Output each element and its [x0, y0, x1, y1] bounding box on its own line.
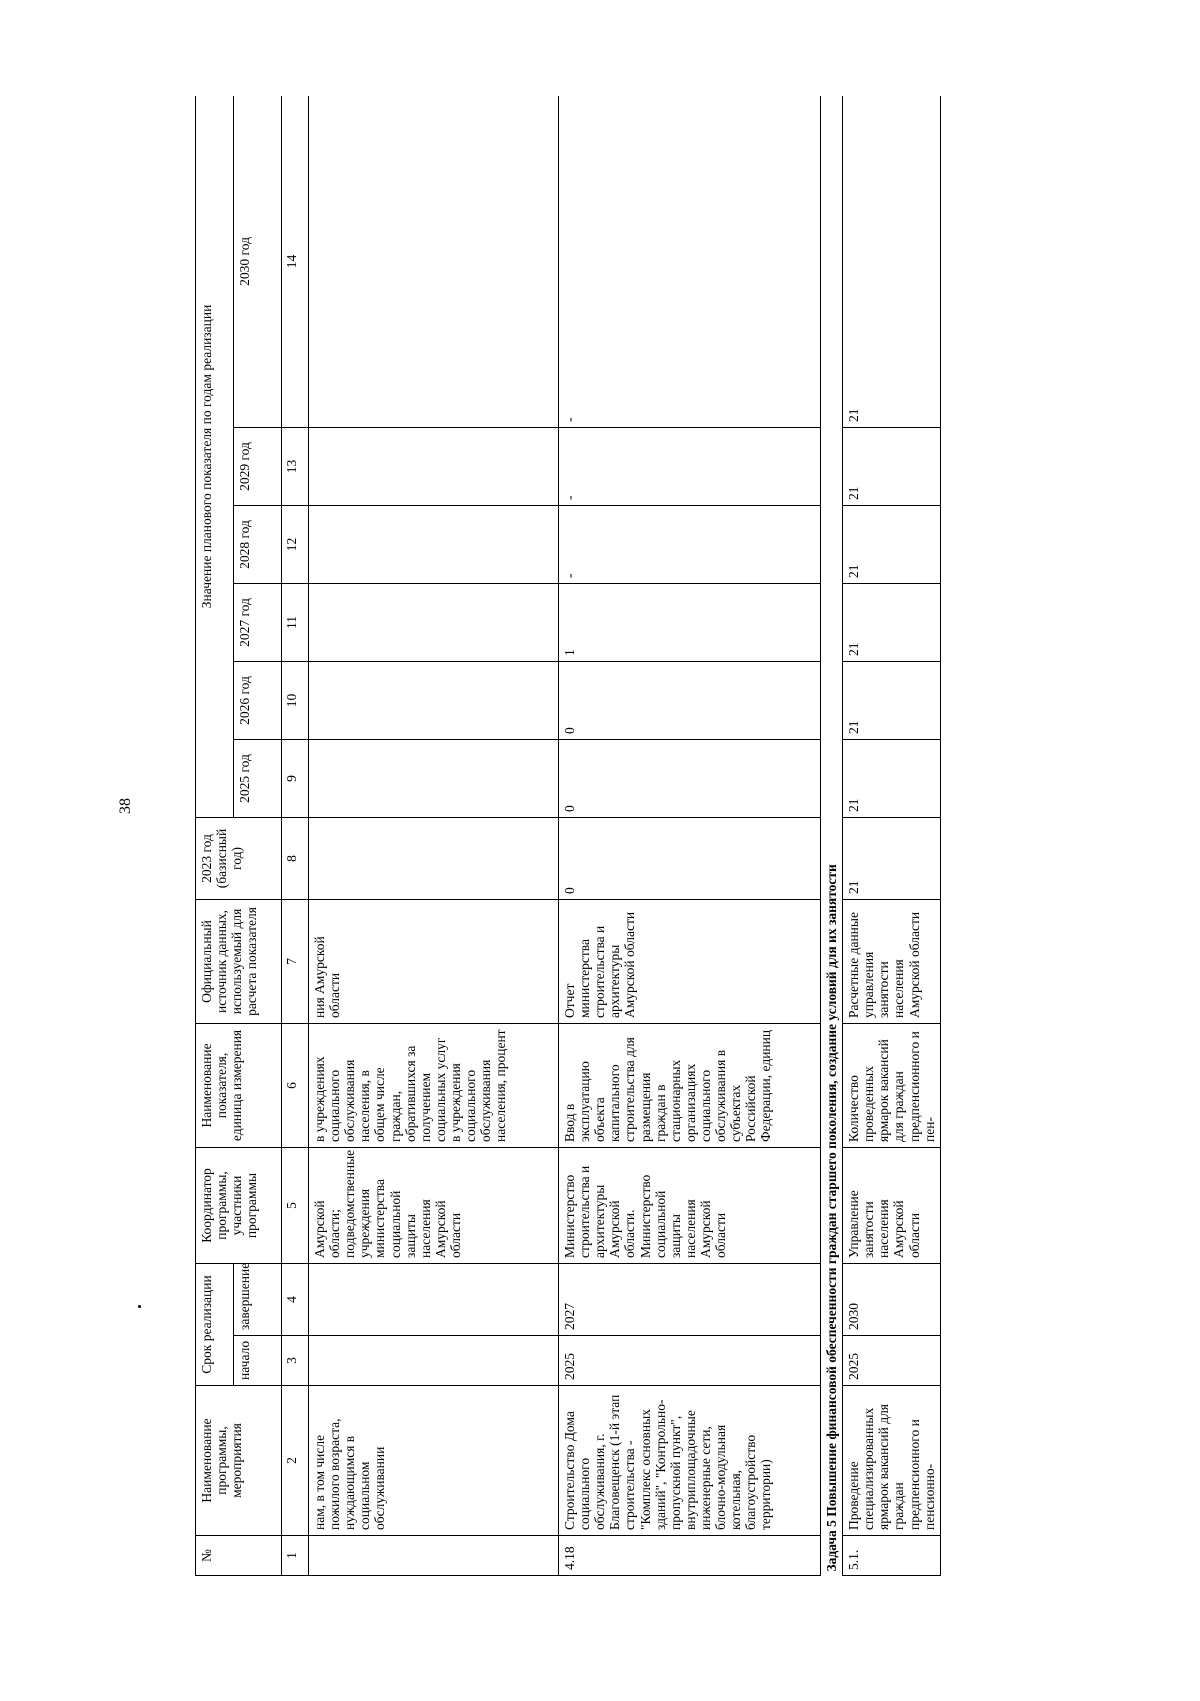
col-number: 7 — [282, 899, 309, 1023]
task-5-heading: Задача 5 Повышение финансовой обеспеченности граждан старшего поколения, создание условий для их занятости — [821, 96, 843, 1576]
row-start: 2025 — [559, 1336, 821, 1386]
row-name: Строительство Дома социального обслуживания, г. Благовещенск (1-й этап строительства - "Комплекс основных зданий", "Контрольно-пропускной пункт", внутриплощадочные инженерные сети, блочно-модульная котельная, благоустройство территории) — [559, 1386, 821, 1536]
row-no — [309, 1536, 559, 1576]
col-number: 8 — [282, 817, 309, 899]
header-year: 2025 год — [234, 739, 282, 817]
header-base-year: 2023 год (базисный год) — [196, 817, 282, 899]
col-number: 11 — [282, 583, 309, 661]
stray-dot — [138, 1305, 141, 1308]
row-base — [309, 817, 559, 899]
row-start — [309, 1336, 559, 1386]
row-value — [309, 96, 559, 427]
row-value: 0 — [559, 739, 821, 817]
row-indicator: Количество проведенных ярмарок вакансий для граждан предпенсионного и пен- — [843, 1023, 941, 1147]
header-start: начало — [234, 1336, 282, 1386]
row-coordinator: Амурской области; подведомственные учреждения министерства социальной защиты населения Амурской области — [309, 1147, 559, 1263]
col-number: 14 — [282, 96, 309, 427]
header-year: 2030 год — [234, 96, 282, 427]
row-value: 21 — [843, 96, 941, 427]
row-base: 21 — [843, 817, 941, 899]
header-year: 2028 год — [234, 505, 282, 583]
header-year: 2026 год — [234, 661, 282, 739]
col-number: 5 — [282, 1147, 309, 1263]
row-name: нам, в том числе пожилого возраста, нуждающимся в социальном обслуживании — [309, 1386, 559, 1536]
header-coordinator: Координатор программы, участники программы — [196, 1147, 282, 1263]
row-value: 21 — [843, 427, 941, 505]
col-number: 4 — [282, 1263, 309, 1335]
row-value: 21 — [843, 661, 941, 739]
row-value — [309, 739, 559, 817]
row-end — [309, 1263, 559, 1335]
col-number: 10 — [282, 661, 309, 739]
row-coordinator: Министерство строительства и архитектуры Амурской области. Министерство социальной защиты населения Амурской области — [559, 1147, 821, 1263]
rotated-page-content — [195, 96, 1055, 1576]
header-no: № — [196, 1536, 282, 1576]
row-source: Отчет министерства строительства и архитектуры Амурской области — [559, 899, 821, 1023]
row-no: 4.18 — [559, 1536, 821, 1576]
header-source: Официальный источник данных, используемый для расчета показателя — [196, 899, 282, 1023]
row-value: 21 — [843, 505, 941, 583]
row-value: - — [559, 427, 821, 505]
row-base: 0 — [559, 817, 821, 899]
col-number: 3 — [282, 1336, 309, 1386]
col-number: 2 — [282, 1386, 309, 1536]
col-number: 12 — [282, 505, 309, 583]
row-no: 5.1. — [843, 1536, 941, 1576]
header-year: 2029 год — [234, 427, 282, 505]
row-value — [309, 427, 559, 505]
row-coordinator: Управление занятости населения Амурской области — [843, 1147, 941, 1263]
row-value: 21 — [843, 583, 941, 661]
row-value: - — [559, 505, 821, 583]
row-name: Проведение специализированных ярмарок вакансий для граждан предпенсионного и пенсионно- — [843, 1386, 941, 1536]
table-row — [309, 96, 559, 1576]
task-heading-row — [821, 96, 843, 1576]
column-numbers-row — [282, 96, 309, 1576]
row-source: Расчетные данные управления занятости населения Амурской области — [843, 899, 941, 1023]
header-name: Наименование программы, мероприятия — [196, 1386, 282, 1536]
col-number: 13 — [282, 427, 309, 505]
row-value: 1 — [559, 583, 821, 661]
header-term: Срок реализации — [196, 1263, 234, 1385]
row-indicator: в учреждениях социального обслуживания населения, в общем числе граждан, обратившихся за получением социальных услуг в учреждения социального обслуживания населения, процент — [309, 1023, 559, 1147]
row-end: 2027 — [559, 1263, 821, 1335]
row-start: 2025 — [843, 1336, 941, 1386]
row-end: 2030 — [843, 1263, 941, 1335]
col-number: 6 — [282, 1023, 309, 1147]
header-plan: Значение планового показателя по годам реализации — [196, 96, 234, 817]
table-row — [843, 96, 941, 1576]
row-indicator: Ввод в эксплуатацию объекта капитального строительства для размещения граждан в стационарных организациях социального обслуживания в субъектах Российской Федерации, единиц — [559, 1023, 821, 1147]
program-table — [195, 96, 941, 1576]
row-value — [309, 661, 559, 739]
row-value: 21 — [843, 739, 941, 817]
row-value — [309, 583, 559, 661]
page-number: 38 — [117, 798, 134, 814]
header-end: завершение — [234, 1263, 282, 1335]
row-value: 0 — [559, 661, 821, 739]
row-value: - — [559, 96, 821, 427]
col-number: 9 — [282, 739, 309, 817]
row-value — [309, 505, 559, 583]
header-year: 2027 год — [234, 583, 282, 661]
row-source: ния Амурской области — [309, 899, 559, 1023]
table-row — [559, 96, 821, 1576]
header-indicator: Наименование показателя, единица измерения — [196, 1023, 282, 1147]
col-number: 1 — [282, 1536, 309, 1576]
